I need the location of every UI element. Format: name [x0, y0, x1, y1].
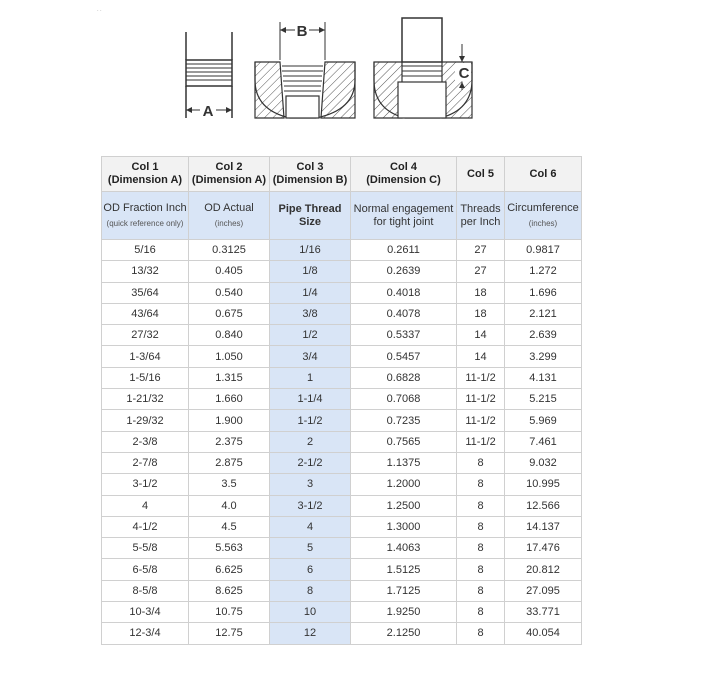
table-cell-col-6: 5.969	[505, 410, 582, 431]
table-row	[102, 602, 582, 623]
dimension-b-label: B	[296, 23, 308, 40]
table-cell-col-1: 27/32	[102, 325, 189, 346]
table-cell-col-1: 1-3/64	[102, 346, 189, 367]
table-cell-col-6: 0.9817	[505, 240, 582, 261]
table-cell-col-6: 40.054	[505, 623, 582, 644]
table-cell-col-1: 2-3/8	[102, 431, 189, 452]
table-cell-col-2: 1.315	[189, 367, 270, 388]
table-cell-col-5: 27	[457, 261, 505, 282]
table-cell-col-3: 1-1/4	[270, 389, 351, 410]
col-3-header: Col 3 (Dimension B)	[270, 157, 351, 192]
table-cell-col-3: 2	[270, 431, 351, 452]
table-cell-col-5: 8	[457, 623, 505, 644]
table-cell-col-1: 1-5/16	[102, 367, 189, 388]
table-cell-col-2: 4.0	[189, 495, 270, 516]
table-cell-col-4: 1.1375	[351, 452, 457, 473]
figure-a-pipe	[186, 32, 232, 120]
table-cell-col-1: 12-3/4	[102, 623, 189, 644]
table-cell-col-6: 1.696	[505, 282, 582, 303]
col-5-subheader: Threads per Inch	[457, 192, 505, 240]
table-cell-col-5: 8	[457, 452, 505, 473]
table-cell-col-2: 5.563	[189, 538, 270, 559]
table-cell-col-6: 5.215	[505, 389, 582, 410]
table-cell-col-2: 8.625	[189, 580, 270, 601]
col-1-header: Col 1 (Dimension A)	[102, 157, 189, 192]
table-cell-col-5: 8	[457, 516, 505, 537]
table-cell-col-3: 1/8	[270, 261, 351, 282]
table-cell-col-5: 8	[457, 495, 505, 516]
table-cell-col-3: 4	[270, 516, 351, 537]
table-cell-col-5: 11-1/2	[457, 410, 505, 431]
table-cell-col-1: 10-3/4	[102, 602, 189, 623]
table-row	[102, 452, 582, 473]
table-cell-col-6: 2.639	[505, 325, 582, 346]
table-cell-col-1: 3-1/2	[102, 474, 189, 495]
table-cell-col-4: 0.4078	[351, 303, 457, 324]
table-cell-col-2: 0.840	[189, 325, 270, 346]
table-cell-col-2: 2.875	[189, 452, 270, 473]
table-cell-col-4: 1.2000	[351, 474, 457, 495]
table-row	[102, 516, 582, 537]
col-6-header: Col 6	[505, 157, 582, 192]
column-header-row	[102, 157, 582, 192]
table-cell-col-2: 3.5	[189, 474, 270, 495]
table-cell-col-4: 0.7068	[351, 389, 457, 410]
table-cell-col-3: 8	[270, 580, 351, 601]
table-cell-col-3: 2-1/2	[270, 452, 351, 473]
table-cell-col-1: 1-29/32	[102, 410, 189, 431]
table-cell-col-4: 0.2639	[351, 261, 457, 282]
table-cell-col-3: 10	[270, 602, 351, 623]
table-row	[102, 325, 582, 346]
table-cell-col-6: 10.995	[505, 474, 582, 495]
table-cell-col-1: 4-1/2	[102, 516, 189, 537]
col-1-subheader: OD Fraction Inch (quick reference only)	[102, 192, 189, 240]
table-cell-col-6: 14.137	[505, 516, 582, 537]
table-row	[102, 495, 582, 516]
table-row	[102, 303, 582, 324]
corner-mark: · ·	[97, 8, 102, 14]
col-6-subheader: Circumference (inches)	[505, 192, 582, 240]
col-2-subheader: OD Actual (inches)	[189, 192, 270, 240]
figure-b-socket	[255, 22, 355, 118]
table-cell-col-3: 3/4	[270, 346, 351, 367]
col-4-header: Col 4 (Dimension C)	[351, 157, 457, 192]
table-cell-col-5: 8	[457, 538, 505, 559]
table-cell-col-4: 1.7125	[351, 580, 457, 601]
table-cell-col-2: 0.675	[189, 303, 270, 324]
table-cell-col-4: 2.1250	[351, 623, 457, 644]
table-cell-col-3: 1	[270, 367, 351, 388]
table-cell-col-2: 6.625	[189, 559, 270, 580]
table-cell-col-3: 1/4	[270, 282, 351, 303]
table-cell-col-4: 1.9250	[351, 602, 457, 623]
table-row	[102, 474, 582, 495]
table-cell-col-6: 1.272	[505, 261, 582, 282]
table-cell-col-1: 13/32	[102, 261, 189, 282]
pipe-thread-diagram	[0, 0, 718, 150]
table-cell-col-1: 43/64	[102, 303, 189, 324]
table-row	[102, 538, 582, 559]
table-cell-col-6: 7.461	[505, 431, 582, 452]
table-cell-col-1: 6-5/8	[102, 559, 189, 580]
table-cell-col-5: 11-1/2	[457, 431, 505, 452]
table-cell-col-1: 8-5/8	[102, 580, 189, 601]
col-3-subheader: Pipe Thread Size	[270, 192, 351, 240]
table-cell-col-6: 12.566	[505, 495, 582, 516]
table-cell-col-5: 8	[457, 580, 505, 601]
dimension-c-label: C	[458, 65, 470, 82]
table-cell-col-6: 33.771	[505, 602, 582, 623]
dimension-a-label: A	[202, 103, 214, 120]
table-cell-col-2: 4.5	[189, 516, 270, 537]
table-cell-col-3: 1/16	[270, 240, 351, 261]
table-cell-col-2: 0.540	[189, 282, 270, 303]
table-row	[102, 261, 582, 282]
table-cell-col-6: 3.299	[505, 346, 582, 367]
table-cell-col-3: 6	[270, 559, 351, 580]
table-row	[102, 559, 582, 580]
table-cell-col-4: 1.3000	[351, 516, 457, 537]
table-cell-col-5: 8	[457, 559, 505, 580]
table-cell-col-3: 3-1/2	[270, 495, 351, 516]
table-cell-col-1: 5/16	[102, 240, 189, 261]
table-cell-col-6: 27.095	[505, 580, 582, 601]
table-cell-col-2: 10.75	[189, 602, 270, 623]
table-cell-col-3: 5	[270, 538, 351, 559]
col-4-subheader: Normal engagement for tight joint	[351, 192, 457, 240]
figure-c-engagement	[374, 18, 472, 118]
table-cell-col-6: 9.032	[505, 452, 582, 473]
table-row	[102, 282, 582, 303]
table-cell-col-4: 1.2500	[351, 495, 457, 516]
table-cell-col-4: 1.5125	[351, 559, 457, 580]
table-cell-col-2: 1.900	[189, 410, 270, 431]
table-cell-col-4: 1.4063	[351, 538, 457, 559]
table-cell-col-3: 12	[270, 623, 351, 644]
table-cell-col-6: 2.121	[505, 303, 582, 324]
table-cell-col-4: 0.7565	[351, 431, 457, 452]
table-cell-col-4: 0.5337	[351, 325, 457, 346]
table-row	[102, 623, 582, 644]
table-cell-col-4: 0.2611	[351, 240, 457, 261]
table-cell-col-6: 17.476	[505, 538, 582, 559]
table-cell-col-2: 1.660	[189, 389, 270, 410]
table-cell-col-5: 14	[457, 325, 505, 346]
table-row	[102, 410, 582, 431]
table-cell-col-2: 0.3125	[189, 240, 270, 261]
table-cell-col-6: 20.812	[505, 559, 582, 580]
table-cell-col-5: 14	[457, 346, 505, 367]
col-2-header: Col 2 (Dimension A)	[189, 157, 270, 192]
table-cell-col-3: 3	[270, 474, 351, 495]
table-cell-col-5: 8	[457, 474, 505, 495]
table-cell-col-1: 5-5/8	[102, 538, 189, 559]
table-cell-col-2: 1.050	[189, 346, 270, 367]
table-cell-col-5: 18	[457, 282, 505, 303]
table-cell-col-6: 4.131	[505, 367, 582, 388]
table-cell-col-5: 27	[457, 240, 505, 261]
table-cell-col-2: 12.75	[189, 623, 270, 644]
table-cell-col-5: 18	[457, 303, 505, 324]
table-cell-col-1: 4	[102, 495, 189, 516]
table-row	[102, 346, 582, 367]
table-cell-col-1: 2-7/8	[102, 452, 189, 473]
column-subheader-row	[102, 192, 582, 240]
table-cell-col-4: 0.7235	[351, 410, 457, 431]
col-5-header: Col 5	[457, 157, 505, 192]
pipe-thread-table	[101, 156, 582, 645]
table-cell-col-1: 1-21/32	[102, 389, 189, 410]
table-cell-col-3: 3/8	[270, 303, 351, 324]
table-row	[102, 240, 582, 261]
table-cell-col-5: 11-1/2	[457, 367, 505, 388]
table-cell-col-2: 2.375	[189, 431, 270, 452]
table-cell-col-4: 0.4018	[351, 282, 457, 303]
table-cell-col-4: 0.6828	[351, 367, 457, 388]
table-cell-col-1: 35/64	[102, 282, 189, 303]
table-cell-col-5: 11-1/2	[457, 389, 505, 410]
table-row	[102, 431, 582, 452]
table-row	[102, 367, 582, 388]
table-cell-col-2: 0.405	[189, 261, 270, 282]
table-cell-col-3: 1/2	[270, 325, 351, 346]
table-cell-col-5: 8	[457, 602, 505, 623]
table-cell-col-3: 1-1/2	[270, 410, 351, 431]
table-row	[102, 389, 582, 410]
table-row	[102, 580, 582, 601]
table-cell-col-4: 0.5457	[351, 346, 457, 367]
